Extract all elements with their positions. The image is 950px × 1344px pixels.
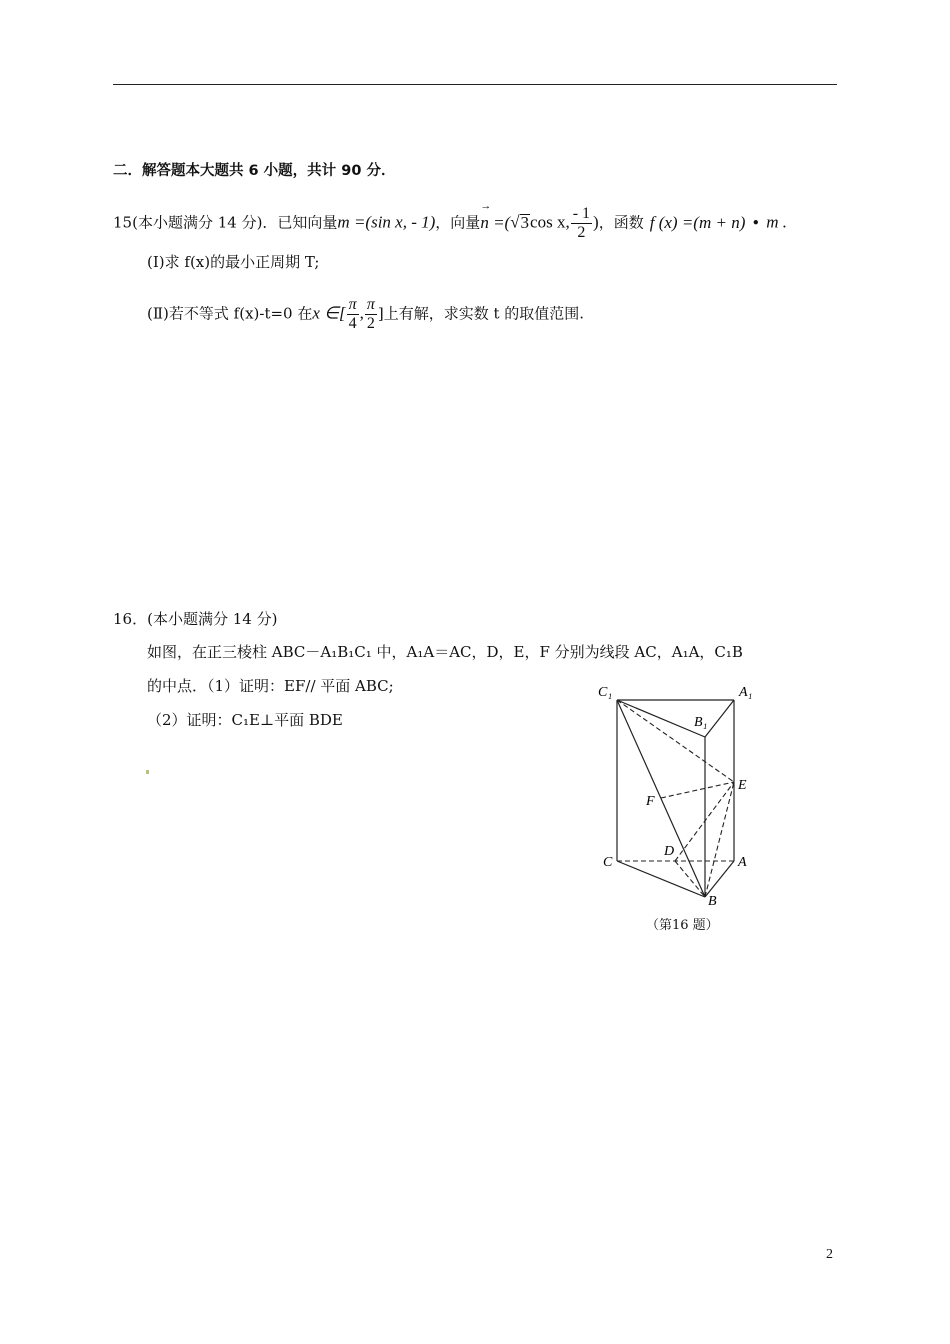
edge-b1-a1 [705,700,734,737]
label-c: C [603,855,613,870]
pi-over-two: $\frac{\pi}{2}$ [366,296,375,332]
page-number: 2 [826,1247,833,1262]
q15-prefix: 15(本小题满分 14 分)．已知向量 [113,213,338,232]
f-definition: f (x) =(m + n) [649,212,746,232]
sqrt-three: 3 [520,212,530,232]
segment-c1-e [617,700,734,782]
prism-figure [590,680,760,910]
q15-part2: (Ⅱ)若不等式 f(x)-t=0 在x ∈[ $\frac{\pi}{4}$ , $\frac{\pi}{2}$ ]上有解，求实数 t 的取值范围. [147,296,585,332]
label-a1: A₁ [739,685,753,700]
q16-line2: 的中点．（1）证明：EF// 平面 ABC; [147,677,394,695]
figure-caption: （第16 题） [646,918,719,933]
q15-part1: (Ⅰ)求 f(x)的最小正周期 T; [147,253,320,271]
q15-vec-label: ，向量 [435,213,481,232]
section-heading: 二．解答题本大题共 6 小题，共计 90 分． [113,163,396,179]
n-mid: cos x, [530,212,570,232]
q16-header: 16．(本小题满分 14 分) [113,610,278,628]
n-vector: → n =( [480,199,511,232]
label-b1: B₁ [694,715,708,730]
q15-statement: 15(本小题满分 14 分)．已知向量m =(sin x, - 1)，向量 → n =(√3cos x, $\frac{- 1}{2}$ )，函数 f (x) =(m + n) • m . [113,199,788,241]
stray-mark [146,770,149,774]
m-vector-definition: m =(sin x, - 1) [337,212,436,232]
label-c1: C₁ [598,685,613,700]
segment-d-b [675,861,705,897]
pi-over-four: $\frac{\pi}{4}$ [348,296,357,332]
q15-func-label: ，函数 [598,213,644,232]
label-f: F [646,794,655,809]
q16-line1: 如图，在正三棱柱 ABC－A₁B₁C₁ 中，A₁A＝AC，D，E，F 分别为线段 AC，A₁A，C₁B [147,643,743,661]
header-rule [113,84,837,85]
segment-f-e [661,782,734,798]
edge-c1-b1 [617,700,708,737]
label-b: B [708,894,717,909]
segment-c1-b [617,700,708,897]
label-d: D [664,844,675,859]
q16-line3: （2）证明：C₁E⊥平面 BDE [147,711,343,729]
f-tail: m . [766,212,788,232]
minus-half-fraction: $\frac{- 1}{2}$ [572,205,591,241]
x-interval: x ∈[ [312,303,346,323]
label-e: E [738,778,747,793]
label-a: A [738,855,747,870]
